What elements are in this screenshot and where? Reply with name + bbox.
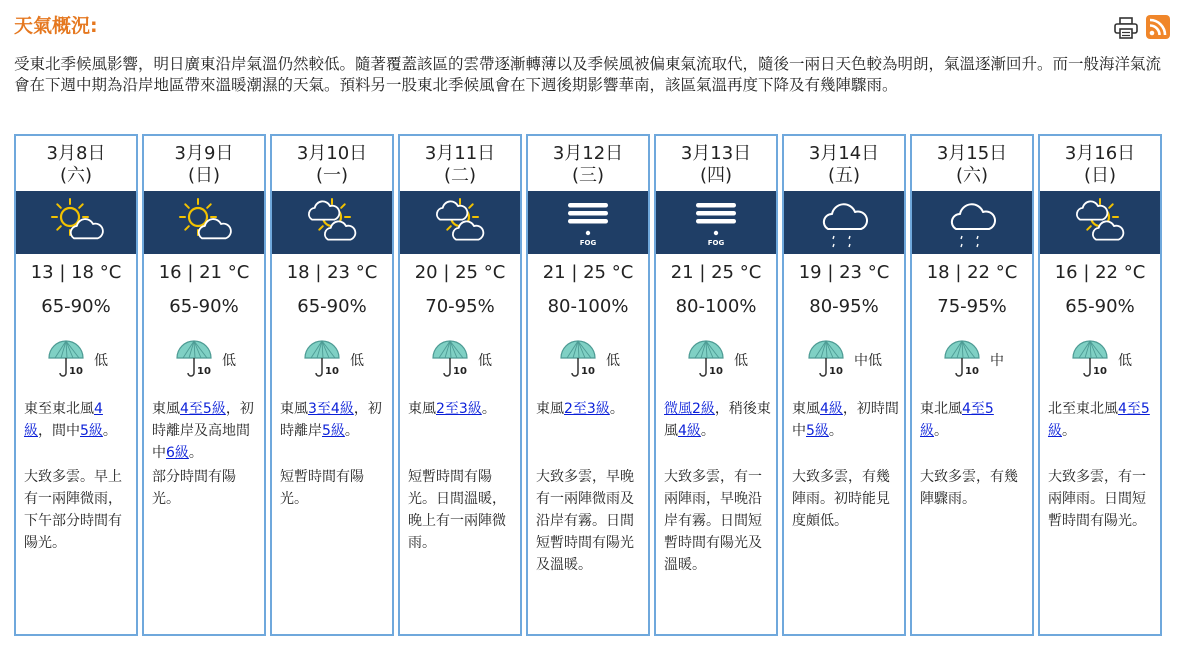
wind-description xyxy=(280,398,388,442)
forecast-date: 3月15日 xyxy=(936,143,1008,164)
forecast-grid xyxy=(14,134,1170,636)
weather-icon-band xyxy=(528,191,648,254)
weather-description: 大致多雲。早上有一兩陣微雨，下午部分時間有陽光。 xyxy=(24,469,122,551)
wind-text: 。 xyxy=(344,423,359,439)
weather-description: 短暫時間有陽光。日間溫暖，晚上有一兩陣微雨。 xyxy=(408,469,506,551)
forecast-weekday: (四) xyxy=(699,165,733,186)
umbrella-icon xyxy=(558,340,598,380)
rain-probability-label: 低 xyxy=(734,353,748,369)
weather-description: 大致多雲，有幾陣雨。初時能見度頗低。 xyxy=(792,469,890,529)
wind-force-link[interactable]: 微風2級 xyxy=(664,401,715,417)
wind-text: 。 xyxy=(934,423,948,439)
temperature-range: 20 | 25 °C xyxy=(414,262,506,283)
wind-text: ，初時間中 xyxy=(792,401,899,439)
forecast-date: 3月9日 xyxy=(174,143,234,164)
weather-description: 大致多雲，有幾陣驟雨。 xyxy=(920,469,1018,507)
humidity-range: 70-95% xyxy=(425,296,495,317)
svg-text:10: 10 xyxy=(581,366,595,377)
rain-probability xyxy=(656,340,776,380)
rain-probability-label: 低 xyxy=(350,353,364,369)
forecast-weekday: (六) xyxy=(59,165,93,186)
rain-probability-label: 低 xyxy=(222,353,236,369)
weather-description: 短暫時間有陽光。 xyxy=(280,469,364,507)
fog-icon xyxy=(528,191,648,254)
humidity-range: 65-90% xyxy=(169,296,239,317)
umbrella-icon xyxy=(46,340,86,380)
forecast-day-card xyxy=(910,134,1034,636)
summary-text: 受東北季候風影響，明日廣東沿岸氣溫仍然較低。隨著覆蓋該區的雲帶逐漸轉薄以及季候風被偏東氣流取代，隨後一兩日天色較為明朗，氣溫逐漸回升。而一般海洋氣流會在下週中期為沿岸地區帶來溫暖潮濕的天氣。預料另一股東北季候風會在下週後期影響華南，該區氣溫再度下降及有幾陣驟雨。 xyxy=(14,55,1162,94)
weather-icon-band xyxy=(16,191,136,254)
wind-force-link[interactable]: 4級 xyxy=(678,423,701,439)
humidity-range: 80-95% xyxy=(809,296,879,317)
wind-text: 。 xyxy=(481,401,496,417)
forecast-day-card xyxy=(782,134,906,636)
light-rain-icon xyxy=(912,191,1032,254)
forecast-day-card xyxy=(526,134,650,636)
wind-force-link[interactable]: 5級 xyxy=(322,423,345,439)
rain-probability-label: 低 xyxy=(1118,353,1132,369)
wind-force-link[interactable]: 4至5 級 xyxy=(920,401,994,439)
weather-icon-band xyxy=(272,191,392,254)
forecast-date: 3月10日 xyxy=(296,143,368,164)
svg-text:10: 10 xyxy=(829,366,843,377)
forecast-day-card xyxy=(654,134,778,636)
wind-text: 東風 xyxy=(280,401,308,417)
svg-text:10: 10 xyxy=(69,366,83,377)
forecast-weekday: (一) xyxy=(315,165,349,186)
wind-description xyxy=(920,398,1028,442)
svg-text:10: 10 xyxy=(965,366,979,377)
rain-probability xyxy=(400,340,520,380)
weather-description: 部分時間有陽光。 xyxy=(152,469,236,507)
weather-icon-band xyxy=(1040,191,1160,254)
wind-text: 。 xyxy=(188,445,203,461)
wind-text: 。 xyxy=(609,401,624,417)
wind-description xyxy=(24,398,132,442)
svg-text:10: 10 xyxy=(709,366,723,377)
forecast-date: 3月16日 xyxy=(1064,143,1136,164)
rain-probability xyxy=(784,340,904,380)
umbrella-icon xyxy=(942,340,982,380)
rain-probability xyxy=(16,340,136,380)
forecast-date: 3月12日 xyxy=(552,143,624,164)
umbrella-icon xyxy=(686,340,726,380)
forecast-day-card xyxy=(14,134,138,636)
wind-text: 東風 xyxy=(792,401,820,417)
rain-probability xyxy=(144,340,264,380)
fog-icon xyxy=(656,191,776,254)
wind-description xyxy=(792,398,900,442)
wind-force-link[interactable]: 5級 xyxy=(80,423,103,439)
print-icon[interactable] xyxy=(1114,17,1138,39)
weather-icon-band xyxy=(912,191,1032,254)
forecast-date: 3月8日 xyxy=(46,143,106,164)
umbrella-icon xyxy=(1070,340,1110,380)
forecast-weekday: (六) xyxy=(955,165,989,186)
rain-probability-label: 低 xyxy=(94,353,108,369)
rss-icon[interactable] xyxy=(1146,15,1170,39)
humidity-range: 80-100% xyxy=(675,296,757,317)
weather-icon-band xyxy=(144,191,264,254)
temperature-range: 21 | 25 °C xyxy=(670,262,762,283)
forecast-weekday: (日) xyxy=(187,165,221,186)
wind-text: ，初時離岸 xyxy=(280,401,382,439)
forecast-date: 3月11日 xyxy=(424,143,496,164)
weather-icon-band xyxy=(784,191,904,254)
wind-force-link[interactable]: 4 級 xyxy=(24,401,103,439)
wind-text: ，間中 xyxy=(38,423,80,439)
sunny-intervals-icon xyxy=(1040,191,1160,254)
wind-force-link[interactable]: 5級 xyxy=(806,423,829,439)
svg-text:10: 10 xyxy=(453,366,467,377)
svg-text:10: 10 xyxy=(1093,366,1107,377)
temperature-range: 18 | 23 °C xyxy=(286,262,378,283)
rain-probability-label: 低 xyxy=(478,353,492,369)
sunny-periods-icon xyxy=(144,191,264,254)
wind-force-link[interactable]: 2至3級 xyxy=(564,401,610,417)
svg-text:FOG: FOG xyxy=(707,239,725,247)
forecast-weekday: (三) xyxy=(571,165,605,186)
sunny-periods-icon xyxy=(16,191,136,254)
humidity-range: 65-90% xyxy=(41,296,111,317)
svg-text:10: 10 xyxy=(325,366,339,377)
rain-probability xyxy=(272,340,392,380)
rain-probability-label: 中低 xyxy=(854,353,882,369)
forecast-date: 3月13日 xyxy=(680,143,752,164)
humidity-range: 75-95% xyxy=(937,296,1007,317)
wind-text: 東風 xyxy=(408,401,436,417)
wind-description xyxy=(536,398,644,420)
forecast-day-card xyxy=(142,134,266,636)
wind-force-link[interactable]: 6級 xyxy=(166,445,189,461)
wind-text: 。 xyxy=(1062,423,1076,439)
wind-text: 北至東北風 xyxy=(1048,401,1118,417)
humidity-range: 65-90% xyxy=(297,296,367,317)
wind-text: ，初時離岸及高地間中 xyxy=(152,401,254,461)
wind-description xyxy=(664,398,772,442)
wind-description xyxy=(152,398,260,464)
rain-probability-label: 低 xyxy=(606,353,620,369)
page-title: 天氣概況: xyxy=(14,15,98,37)
wind-text: 東風 xyxy=(536,401,564,417)
forecast-day-card xyxy=(270,134,394,636)
wind-text: 。 xyxy=(700,423,715,439)
forecast-day-card xyxy=(1038,134,1162,636)
svg-text:FOG: FOG xyxy=(579,239,597,247)
wind-force-link[interactable]: 2至3級 xyxy=(436,401,482,417)
temperature-range: 13 | 18 °C xyxy=(30,262,122,283)
wind-text: 。 xyxy=(102,423,117,439)
wind-description xyxy=(1048,398,1156,442)
rain-probability xyxy=(912,340,1032,380)
wind-text: 東北風 xyxy=(920,401,962,417)
temperature-range: 18 | 22 °C xyxy=(926,262,1018,283)
wind-force-link[interactable]: 4級 xyxy=(820,401,843,417)
humidity-range: 65-90% xyxy=(1065,296,1135,317)
umbrella-icon xyxy=(174,340,214,380)
wind-text: ，稍後東風 xyxy=(664,401,771,439)
umbrella-icon xyxy=(806,340,846,380)
umbrella-icon xyxy=(430,340,470,380)
sunny-intervals-icon xyxy=(400,191,520,254)
wind-text: 東風 xyxy=(152,401,180,417)
humidity-range: 80-100% xyxy=(547,296,629,317)
header xyxy=(0,0,1182,44)
light-rain-icon xyxy=(784,191,904,254)
temperature-range: 16 | 22 °C xyxy=(1054,262,1146,283)
wind-text: 東至東北風 xyxy=(24,401,94,417)
wind-force-link[interactable]: 4至5級 xyxy=(180,401,226,417)
temperature-range: 21 | 25 °C xyxy=(542,262,634,283)
rain-probability xyxy=(528,340,648,380)
wind-description xyxy=(408,398,516,420)
rain-probability xyxy=(1040,340,1160,380)
weather-description: 大致多雲，有一兩陣雨，早晚沿岸有霧。日間短暫時間有陽光及溫暖。 xyxy=(664,469,762,573)
forecast-date: 3月14日 xyxy=(808,143,880,164)
weather-description: 大致多雲，早晚有一兩陣微雨及沿岸有霧。日間短暫時間有陽光及溫暖。 xyxy=(536,469,634,573)
umbrella-icon xyxy=(302,340,342,380)
temperature-range: 19 | 23 °C xyxy=(798,262,890,283)
wind-text: 。 xyxy=(828,423,843,439)
weather-description: 大致多雲，有一兩陣雨。日間短暫時間有陽光。 xyxy=(1048,469,1146,529)
weather-icon-band xyxy=(400,191,520,254)
rain-probability-label: 中 xyxy=(990,353,1004,369)
forecast-weekday: (二) xyxy=(443,165,477,186)
temperature-range: 16 | 21 °C xyxy=(158,262,250,283)
forecast-day-card xyxy=(398,134,522,636)
forecast-weekday: (日) xyxy=(1083,165,1117,186)
wind-force-link[interactable]: 4至5 級 xyxy=(1048,401,1150,439)
forecast-weekday: (五) xyxy=(827,165,861,186)
svg-text:10: 10 xyxy=(197,366,211,377)
wind-force-link[interactable]: 3至4級 xyxy=(308,401,354,417)
sunny-intervals-icon xyxy=(272,191,392,254)
weather-icon-band xyxy=(656,191,776,254)
